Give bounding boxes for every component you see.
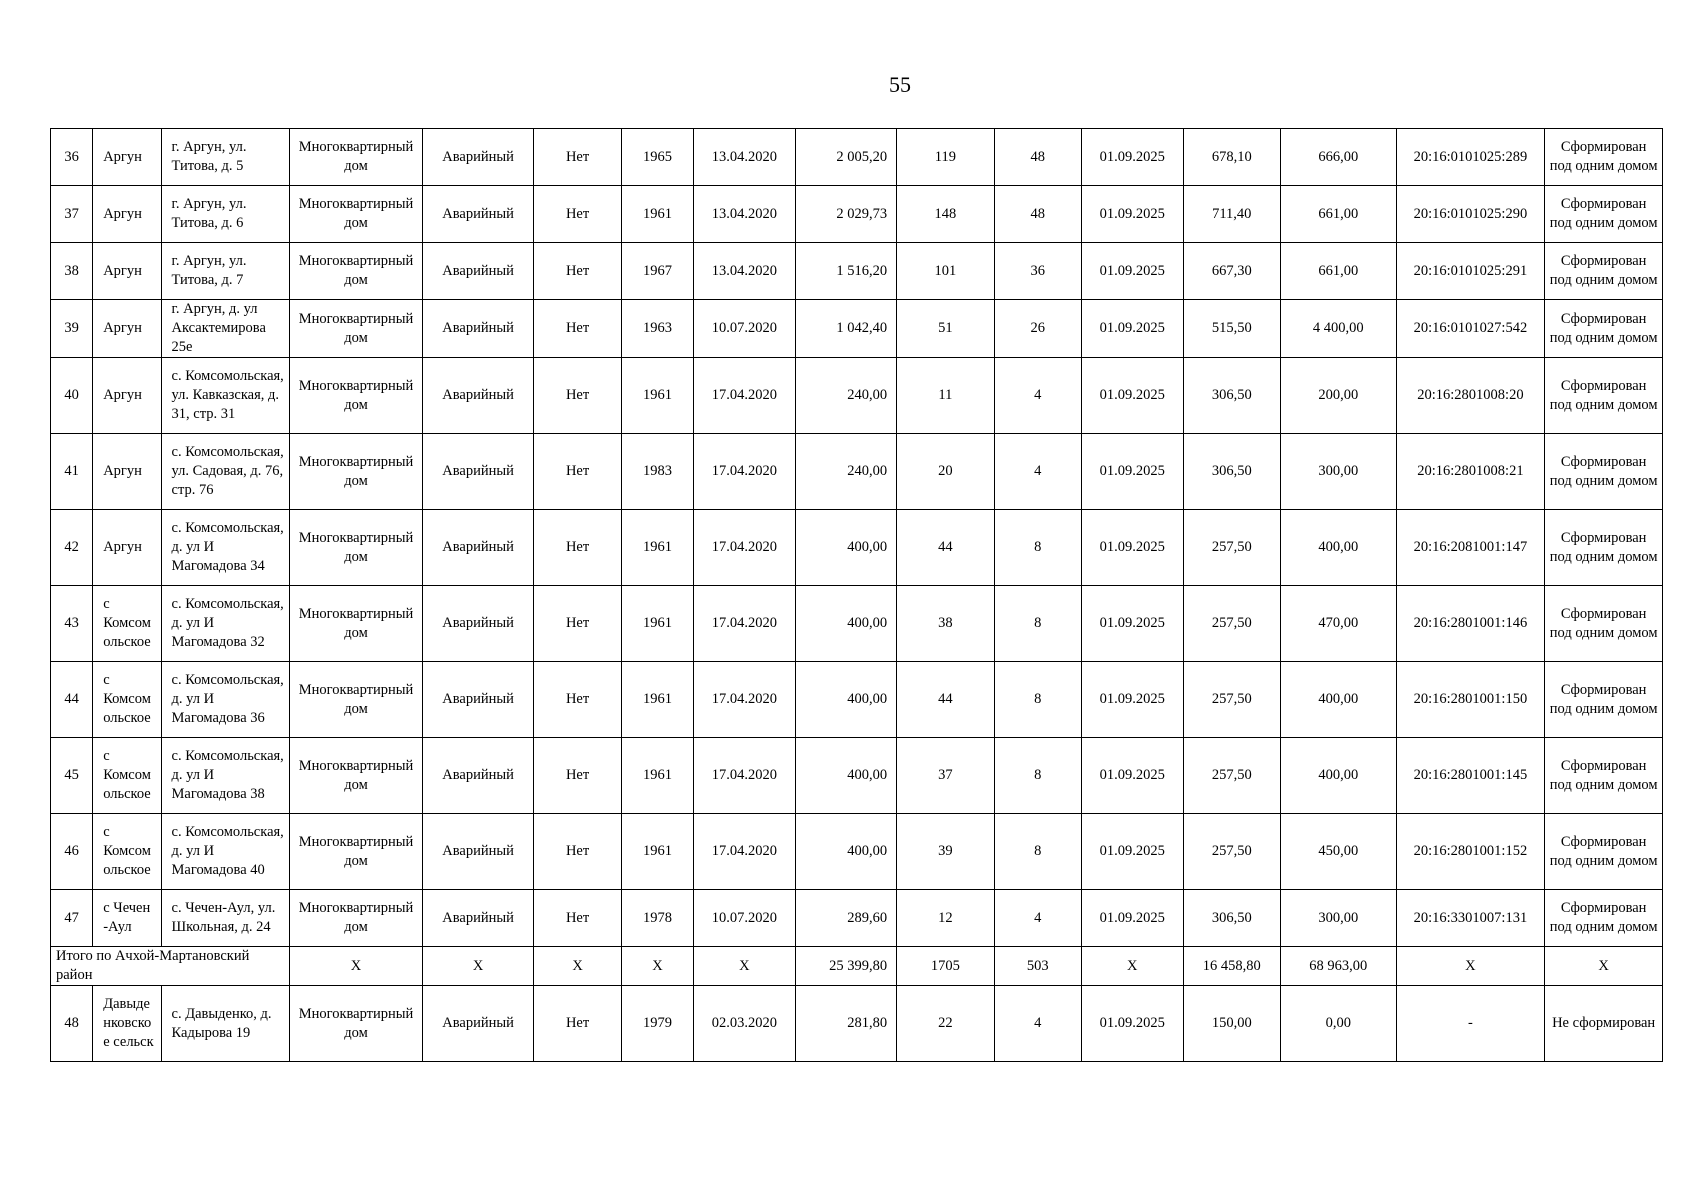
cadastral-number-cell: 20:16:0101025:291 bbox=[1396, 243, 1545, 300]
land-area-cell: 257,50 bbox=[1183, 814, 1280, 890]
flag-cell: Нет bbox=[534, 814, 621, 890]
residents-cell: 51 bbox=[897, 300, 994, 358]
date-cell: 17.04.2020 bbox=[694, 510, 796, 586]
total-x-cell: X bbox=[694, 947, 796, 986]
building-type-cell: Многоквартирный дом bbox=[290, 243, 423, 300]
total-x-cell: X bbox=[1545, 947, 1663, 986]
cost-cell: 400,00 bbox=[1280, 510, 1396, 586]
building-type-cell: Многоквартирный дом bbox=[290, 358, 423, 434]
deadline-cell: 01.09.2025 bbox=[1082, 586, 1184, 662]
area-cell: 1 516,20 bbox=[795, 243, 897, 300]
residents-cell: 38 bbox=[897, 586, 994, 662]
building-type-cell: Многоквартирный дом bbox=[290, 186, 423, 243]
total-x-cell: X bbox=[1396, 947, 1545, 986]
municipality-cell: с Комсомольское bbox=[93, 662, 161, 738]
table-row bbox=[51, 586, 1663, 662]
residents-cell: 20 bbox=[897, 434, 994, 510]
cadastral-number-cell: 20:16:2081001:147 bbox=[1396, 510, 1545, 586]
residents-cell: 39 bbox=[897, 814, 994, 890]
total-x-cell: X bbox=[290, 947, 423, 986]
municipality-cell: с Комсомольское bbox=[93, 738, 161, 814]
land-area-cell: 150,00 bbox=[1183, 986, 1280, 1062]
date-cell: 02.03.2020 bbox=[694, 986, 796, 1062]
note-cell: Сформирован под одним домом bbox=[1545, 358, 1663, 434]
deadline-cell: 01.09.2025 bbox=[1082, 186, 1184, 243]
residents-cell: 37 bbox=[897, 738, 994, 814]
date-cell: 17.04.2020 bbox=[694, 662, 796, 738]
residents-cell: 22 bbox=[897, 986, 994, 1062]
deadline-cell: 01.09.2025 bbox=[1082, 814, 1184, 890]
table-body bbox=[51, 129, 1663, 1062]
building-type-cell: Многоквартирный дом bbox=[290, 129, 423, 186]
total-x-cell: X bbox=[422, 947, 534, 986]
status-cell: Аварийный bbox=[422, 510, 534, 586]
year-cell: 1961 bbox=[621, 662, 693, 738]
municipality-cell: Аргун bbox=[93, 510, 161, 586]
table-row bbox=[51, 814, 1663, 890]
land-area-cell: 257,50 bbox=[1183, 738, 1280, 814]
land-area-cell: 306,50 bbox=[1183, 434, 1280, 510]
cost-cell: 400,00 bbox=[1280, 662, 1396, 738]
note-cell: Сформирован под одним домом bbox=[1545, 738, 1663, 814]
year-cell: 1961 bbox=[621, 738, 693, 814]
table-row bbox=[51, 890, 1663, 947]
deadline-cell: 01.09.2025 bbox=[1082, 890, 1184, 947]
flag-cell: Нет bbox=[534, 186, 621, 243]
year-cell: 1961 bbox=[621, 358, 693, 434]
cost-cell: 4 400,00 bbox=[1280, 300, 1396, 358]
cost-cell: 200,00 bbox=[1280, 358, 1396, 434]
date-cell: 17.04.2020 bbox=[694, 814, 796, 890]
building-type-cell: Многоквартирный дом bbox=[290, 434, 423, 510]
cadastral-number-cell: 20:16:0101025:289 bbox=[1396, 129, 1545, 186]
deadline-cell: 01.09.2025 bbox=[1082, 243, 1184, 300]
address-cell: с. Комсомольская, ул. Садовая, д. 76, стр. 76 bbox=[161, 434, 290, 510]
note-cell: Сформирован под одним домом bbox=[1545, 662, 1663, 738]
row-number: 45 bbox=[51, 738, 93, 814]
area-cell: 400,00 bbox=[795, 586, 897, 662]
apartments-cell: 4 bbox=[994, 434, 1081, 510]
year-cell: 1961 bbox=[621, 586, 693, 662]
area-cell: 281,80 bbox=[795, 986, 897, 1062]
cost-cell: 666,00 bbox=[1280, 129, 1396, 186]
status-cell: Аварийный bbox=[422, 814, 534, 890]
row-number: 46 bbox=[51, 814, 93, 890]
total-apartments-cell: 503 bbox=[994, 947, 1081, 986]
address-cell: с. Комсомольская, д. ул И Магомадова 36 bbox=[161, 662, 290, 738]
municipality-cell: Аргун bbox=[93, 434, 161, 510]
note-cell: Сформирован под одним домом bbox=[1545, 510, 1663, 586]
table-row bbox=[51, 300, 1663, 358]
flag-cell: Нет bbox=[534, 890, 621, 947]
note-cell: Сформирован под одним домом bbox=[1545, 814, 1663, 890]
note-cell: Сформирован под одним домом bbox=[1545, 586, 1663, 662]
cost-cell: 450,00 bbox=[1280, 814, 1396, 890]
row-number: 40 bbox=[51, 358, 93, 434]
total-x-cell: X bbox=[534, 947, 621, 986]
residents-cell: 44 bbox=[897, 662, 994, 738]
building-type-cell: Многоквартирный дом bbox=[290, 586, 423, 662]
table-row bbox=[51, 434, 1663, 510]
address-cell: с. Комсомольская, ул. Кавказская, д. 31, стр. 31 bbox=[161, 358, 290, 434]
address-cell: с. Чечен-Аул, ул. Школьная, д. 24 bbox=[161, 890, 290, 947]
year-cell: 1961 bbox=[621, 814, 693, 890]
cost-cell: 661,00 bbox=[1280, 186, 1396, 243]
residents-cell: 101 bbox=[897, 243, 994, 300]
date-cell: 10.07.2020 bbox=[694, 890, 796, 947]
apartments-cell: 8 bbox=[994, 586, 1081, 662]
flag-cell: Нет bbox=[534, 300, 621, 358]
row-number: 42 bbox=[51, 510, 93, 586]
address-cell: г. Аргун, ул. Титова, д. 7 bbox=[161, 243, 290, 300]
date-cell: 13.04.2020 bbox=[694, 129, 796, 186]
deadline-cell: 01.09.2025 bbox=[1082, 300, 1184, 358]
row-number: 41 bbox=[51, 434, 93, 510]
land-area-cell: 257,50 bbox=[1183, 586, 1280, 662]
municipality-cell: Аргун bbox=[93, 358, 161, 434]
cost-cell: 300,00 bbox=[1280, 890, 1396, 947]
deadline-cell: 01.09.2025 bbox=[1082, 662, 1184, 738]
status-cell: Аварийный bbox=[422, 586, 534, 662]
note-cell: Не сформирован bbox=[1545, 986, 1663, 1062]
total-x-cell: X bbox=[621, 947, 693, 986]
area-cell: 1 042,40 bbox=[795, 300, 897, 358]
municipality-cell: Давыденковское сельск bbox=[93, 986, 161, 1062]
residents-cell: 119 bbox=[897, 129, 994, 186]
table-row bbox=[51, 986, 1663, 1062]
row-number: 37 bbox=[51, 186, 93, 243]
deadline-cell: 01.09.2025 bbox=[1082, 738, 1184, 814]
address-cell: г. Аргун, ул. Титова, д. 6 bbox=[161, 186, 290, 243]
flag-cell: Нет bbox=[534, 510, 621, 586]
row-number: 44 bbox=[51, 662, 93, 738]
cadastral-number-cell: 20:16:0101025:290 bbox=[1396, 186, 1545, 243]
building-type-cell: Многоквартирный дом bbox=[290, 662, 423, 738]
row-number: 36 bbox=[51, 129, 93, 186]
table-row bbox=[51, 186, 1663, 243]
cadastral-number-cell: 20:16:2801008:21 bbox=[1396, 434, 1545, 510]
land-area-cell: 257,50 bbox=[1183, 510, 1280, 586]
land-area-cell: 678,10 bbox=[1183, 129, 1280, 186]
residents-cell: 11 bbox=[897, 358, 994, 434]
deadline-cell: 01.09.2025 bbox=[1082, 358, 1184, 434]
year-cell: 1961 bbox=[621, 510, 693, 586]
cadastral-number-cell: 20:16:2801001:145 bbox=[1396, 738, 1545, 814]
municipality-cell: с Чечен -Аул bbox=[93, 890, 161, 947]
flag-cell: Нет bbox=[534, 986, 621, 1062]
note-cell: Сформирован под одним домом bbox=[1545, 434, 1663, 510]
total-area-cell: 25 399,80 bbox=[795, 947, 897, 986]
note-cell: Сформирован под одним домом bbox=[1545, 129, 1663, 186]
flag-cell: Нет bbox=[534, 358, 621, 434]
address-cell: с. Комсомольская, д. ул И Магомадова 38 bbox=[161, 738, 290, 814]
municipality-cell: Аргун bbox=[93, 300, 161, 358]
address-cell: г. Аргун, ул. Титова, д. 5 bbox=[161, 129, 290, 186]
apartments-cell: 8 bbox=[994, 662, 1081, 738]
apartments-cell: 4 bbox=[994, 358, 1081, 434]
cost-cell: 400,00 bbox=[1280, 738, 1396, 814]
cost-cell: 300,00 bbox=[1280, 434, 1396, 510]
note-cell: Сформирован под одним домом bbox=[1545, 186, 1663, 243]
apartments-cell: 4 bbox=[994, 890, 1081, 947]
cadastral-number-cell: - bbox=[1396, 986, 1545, 1062]
apartments-cell: 26 bbox=[994, 300, 1081, 358]
table-row bbox=[51, 738, 1663, 814]
year-cell: 1967 bbox=[621, 243, 693, 300]
residents-cell: 44 bbox=[897, 510, 994, 586]
flag-cell: Нет bbox=[534, 738, 621, 814]
date-cell: 17.04.2020 bbox=[694, 434, 796, 510]
total-row bbox=[51, 947, 1663, 986]
municipality-cell: Аргун bbox=[93, 186, 161, 243]
municipality-cell: Аргун bbox=[93, 129, 161, 186]
address-cell: с. Комсомольская, д. ул И Магомадова 40 bbox=[161, 814, 290, 890]
building-type-cell: Многоквартирный дом bbox=[290, 986, 423, 1062]
flag-cell: Нет bbox=[534, 662, 621, 738]
date-cell: 10.07.2020 bbox=[694, 300, 796, 358]
note-cell: Сформирован под одним домом bbox=[1545, 890, 1663, 947]
cadastral-number-cell: 20:16:3301007:131 bbox=[1396, 890, 1545, 947]
apartments-cell: 48 bbox=[994, 129, 1081, 186]
address-cell: с. Комсомольская, д. ул И Магомадова 32 bbox=[161, 586, 290, 662]
total-residents-cell: 1705 bbox=[897, 947, 994, 986]
apartments-cell: 48 bbox=[994, 186, 1081, 243]
total-label: Итого по Ачхой-Мартановский район bbox=[51, 947, 290, 986]
area-cell: 400,00 bbox=[795, 662, 897, 738]
flag-cell: Нет bbox=[534, 434, 621, 510]
status-cell: Аварийный bbox=[422, 186, 534, 243]
page-number: 55 bbox=[889, 72, 911, 97]
row-number: 38 bbox=[51, 243, 93, 300]
cadastral-number-cell: 20:16:2801008:20 bbox=[1396, 358, 1545, 434]
table-row bbox=[51, 243, 1663, 300]
residents-cell: 12 bbox=[897, 890, 994, 947]
land-area-cell: 667,30 bbox=[1183, 243, 1280, 300]
land-area-cell: 306,50 bbox=[1183, 890, 1280, 947]
total-x-cell: X bbox=[1082, 947, 1184, 986]
deadline-cell: 01.09.2025 bbox=[1082, 129, 1184, 186]
row-number: 48 bbox=[51, 986, 93, 1062]
area-cell: 400,00 bbox=[795, 510, 897, 586]
building-type-cell: Многоквартирный дом bbox=[290, 510, 423, 586]
apartments-cell: 8 bbox=[994, 814, 1081, 890]
table-row bbox=[51, 129, 1663, 186]
apartments-cell: 8 bbox=[994, 738, 1081, 814]
residents-cell: 148 bbox=[897, 186, 994, 243]
year-cell: 1978 bbox=[621, 890, 693, 947]
note-cell: Сформирован под одним домом bbox=[1545, 300, 1663, 358]
municipality-cell: с Комсомольское bbox=[93, 586, 161, 662]
status-cell: Аварийный bbox=[422, 738, 534, 814]
area-cell: 240,00 bbox=[795, 358, 897, 434]
area-cell: 2 005,20 bbox=[795, 129, 897, 186]
note-cell: Сформирован под одним домом bbox=[1545, 243, 1663, 300]
cost-cell: 0,00 bbox=[1280, 986, 1396, 1062]
cost-cell: 661,00 bbox=[1280, 243, 1396, 300]
building-type-cell: Многоквартирный дом bbox=[290, 300, 423, 358]
flag-cell: Нет bbox=[534, 586, 621, 662]
municipality-cell: Аргун bbox=[93, 243, 161, 300]
date-cell: 17.04.2020 bbox=[694, 586, 796, 662]
building-type-cell: Многоквартирный дом bbox=[290, 814, 423, 890]
land-area-cell: 711,40 bbox=[1183, 186, 1280, 243]
address-cell: с. Комсомольская, д. ул И Магомадова 34 bbox=[161, 510, 290, 586]
date-cell: 13.04.2020 bbox=[694, 243, 796, 300]
building-type-cell: Многоквартирный дом bbox=[290, 890, 423, 947]
building-type-cell: Многоквартирный дом bbox=[290, 738, 423, 814]
total-land-area-cell: 16 458,80 bbox=[1183, 947, 1280, 986]
status-cell: Аварийный bbox=[422, 434, 534, 510]
area-cell: 240,00 bbox=[795, 434, 897, 510]
year-cell: 1963 bbox=[621, 300, 693, 358]
address-cell: г. Аргун, д. ул Аксактемирова 25е bbox=[161, 300, 290, 358]
land-area-cell: 306,50 bbox=[1183, 358, 1280, 434]
deadline-cell: 01.09.2025 bbox=[1082, 510, 1184, 586]
flag-cell: Нет bbox=[534, 243, 621, 300]
area-cell: 400,00 bbox=[795, 814, 897, 890]
deadline-cell: 01.09.2025 bbox=[1082, 986, 1184, 1062]
total-cost-cell: 68 963,00 bbox=[1280, 947, 1396, 986]
municipality-cell: с Комсомольское bbox=[93, 814, 161, 890]
land-area-cell: 257,50 bbox=[1183, 662, 1280, 738]
status-cell: Аварийный bbox=[422, 986, 534, 1062]
apartments-cell: 4 bbox=[994, 986, 1081, 1062]
cost-cell: 470,00 bbox=[1280, 586, 1396, 662]
table-row bbox=[51, 358, 1663, 434]
apartments-cell: 8 bbox=[994, 510, 1081, 586]
area-cell: 289,60 bbox=[795, 890, 897, 947]
address-cell: с. Давыденко, д. Кадырова 19 bbox=[161, 986, 290, 1062]
housing-registry-table bbox=[50, 128, 1663, 1062]
apartments-cell: 36 bbox=[994, 243, 1081, 300]
row-number: 43 bbox=[51, 586, 93, 662]
status-cell: Аварийный bbox=[422, 890, 534, 947]
year-cell: 1965 bbox=[621, 129, 693, 186]
cadastral-number-cell: 20:16:2801001:152 bbox=[1396, 814, 1545, 890]
table-row bbox=[51, 662, 1663, 738]
date-cell: 17.04.2020 bbox=[694, 358, 796, 434]
row-number: 39 bbox=[51, 300, 93, 358]
status-cell: Аварийный bbox=[422, 300, 534, 358]
date-cell: 13.04.2020 bbox=[694, 186, 796, 243]
area-cell: 400,00 bbox=[795, 738, 897, 814]
cadastral-number-cell: 20:16:2801001:150 bbox=[1396, 662, 1545, 738]
land-area-cell: 515,50 bbox=[1183, 300, 1280, 358]
cadastral-number-cell: 20:16:0101027:542 bbox=[1396, 300, 1545, 358]
row-number: 47 bbox=[51, 890, 93, 947]
year-cell: 1983 bbox=[621, 434, 693, 510]
year-cell: 1979 bbox=[621, 986, 693, 1062]
status-cell: Аварийный bbox=[422, 129, 534, 186]
year-cell: 1961 bbox=[621, 186, 693, 243]
date-cell: 17.04.2020 bbox=[694, 738, 796, 814]
status-cell: Аварийный bbox=[422, 358, 534, 434]
table-row bbox=[51, 510, 1663, 586]
area-cell: 2 029,73 bbox=[795, 186, 897, 243]
cadastral-number-cell: 20:16:2801001:146 bbox=[1396, 586, 1545, 662]
flag-cell: Нет bbox=[534, 129, 621, 186]
status-cell: Аварийный bbox=[422, 243, 534, 300]
status-cell: Аварийный bbox=[422, 662, 534, 738]
deadline-cell: 01.09.2025 bbox=[1082, 434, 1184, 510]
